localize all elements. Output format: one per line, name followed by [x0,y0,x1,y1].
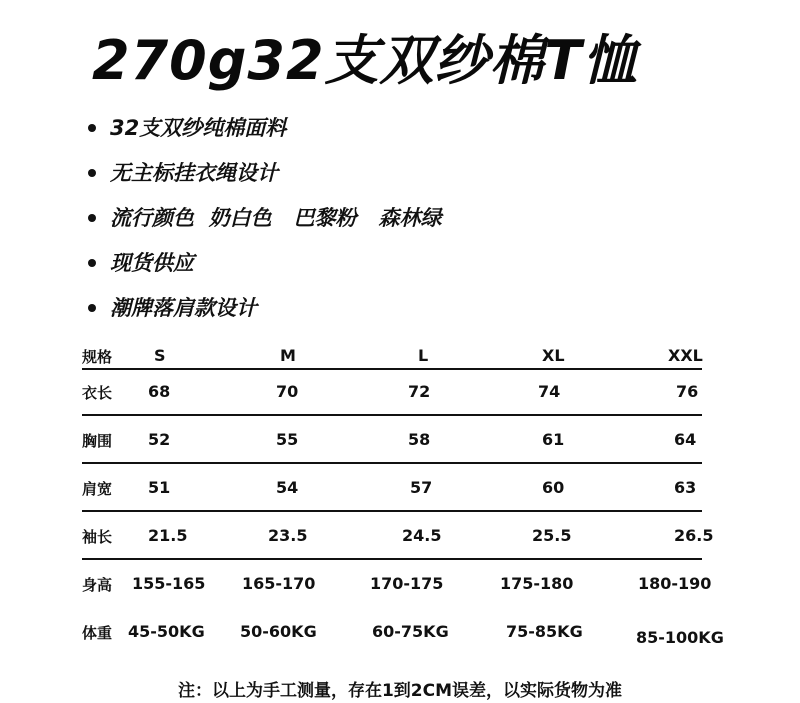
table-cell: 26.5 [674,526,714,545]
row-divider [82,558,702,560]
row-divider [82,414,702,416]
table-cell: 76 [676,382,699,401]
feature-item [88,194,442,239]
row-label: 体重 [82,624,113,642]
size-table [82,338,724,662]
table-cell: 21.5 [148,526,188,545]
table-cell: 74 [538,382,561,401]
table-row [82,518,714,566]
feature-text: 现货供应 [110,250,194,275]
table-cell: 175-180 [500,574,574,593]
bullet-icon [88,214,96,222]
table-cell: 165-170 [242,574,316,593]
feature-item [88,284,442,329]
size-header-row [82,338,706,374]
row-label: 衣长 [82,384,113,402]
row-label: 肩宽 [82,480,113,498]
bullet-icon [88,169,96,177]
table-cell: 23.5 [268,526,308,545]
bullet-icon [88,124,96,132]
row-label: 胸围 [82,432,113,450]
row-label: 规格 [82,348,113,366]
size-header-cell: XL [542,346,565,365]
table-cell: 50-60KG [240,622,317,641]
measurement-note: 注：以上为手工测量，存在1到2CM误差，以实际货物为准 [177,681,623,701]
table-cell: 58 [408,430,431,449]
table-cell: 57 [410,478,433,497]
table-row [82,374,706,422]
table-cell: 70 [276,382,299,401]
table-row [82,614,724,662]
table-cell: 68 [148,382,171,401]
row-label: 袖长 [82,528,113,546]
feature-text: 无主标挂衣绳设计 [110,160,278,185]
table-cell: 52 [148,430,171,449]
table-cell: 54 [276,478,299,497]
table-cell: 85-100KG [636,628,724,647]
feature-item [88,239,442,284]
table-cell: 55 [276,430,299,449]
row-divider [82,368,702,370]
table-cell: 61 [542,430,565,449]
product-title: 270g32支双纱棉T恤 [92,29,638,92]
bullet-icon [88,259,96,267]
table-cell: 170-175 [370,574,444,593]
table-cell: 25.5 [532,526,572,545]
size-header-cell: M [280,346,296,365]
table-cell: 63 [674,478,697,497]
table-cell: 45-50KG [128,622,205,641]
table-cell: 75-85KG [506,622,583,641]
table-cell: 60 [542,478,565,497]
table-cell: 72 [408,382,431,401]
table-cell: 64 [674,430,697,449]
size-header-cell: S [154,346,166,365]
feature-item [88,149,442,194]
table-row [82,470,706,518]
feature-text: 潮牌落肩款设计 [110,295,257,320]
row-divider [82,462,702,464]
row-label: 身高 [82,576,113,594]
feature-list [88,104,442,329]
table-cell: 155-165 [132,574,206,593]
table-cell: 24.5 [402,526,442,545]
feature-text: 32支双纱纯棉面料 [110,115,287,140]
table-cell: 60-75KG [372,622,449,641]
table-cell: 51 [148,478,171,497]
size-header-cell: L [418,346,429,365]
table-cell: 180-190 [638,574,712,593]
feature-text: 流行颜色 奶白色 巴黎粉 森林绿 [110,205,442,230]
table-row [82,422,706,470]
feature-item [88,104,442,149]
row-divider [82,510,702,512]
table-row [82,566,712,614]
bullet-icon [88,304,96,312]
size-header-cell: XXL [668,346,703,365]
